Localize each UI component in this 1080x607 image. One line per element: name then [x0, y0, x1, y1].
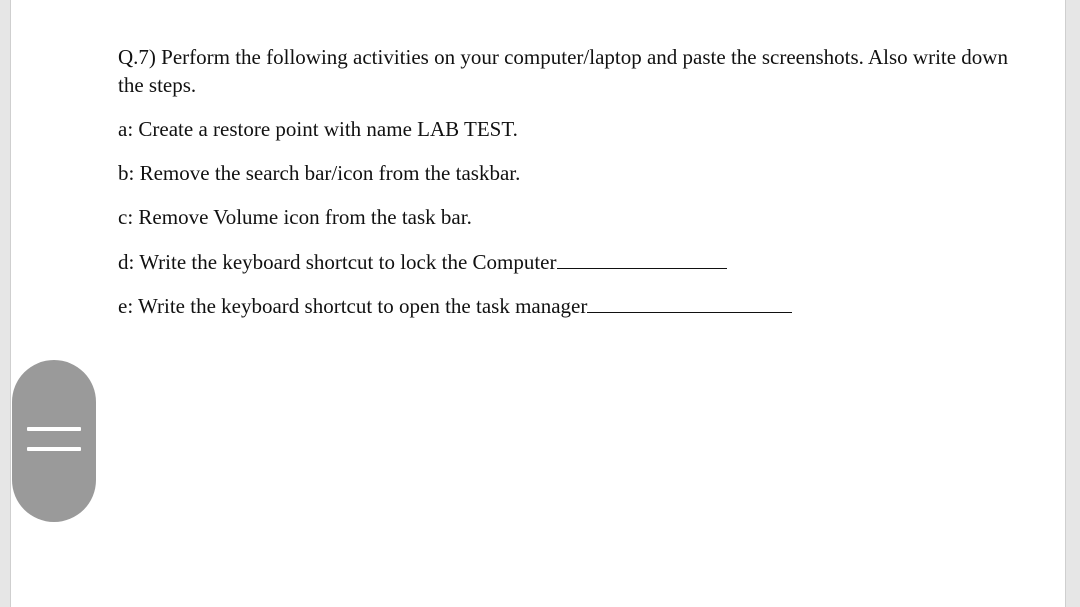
- item-a: [118, 115, 518, 143]
- handle-bar-top: [27, 427, 81, 431]
- item-b-text: b: Remove the search bar/icon from the taskbar.: [118, 161, 521, 185]
- handle-bar-bottom: [27, 447, 81, 451]
- question-title: Q.7) Perform the following activities on your computer/laptop and paste the screenshots. Also write down the steps.: [118, 45, 1008, 97]
- item-a-text: a: Create a restore point with name LAB TEST.: [118, 117, 518, 141]
- drag-handle-icon[interactable]: [12, 360, 96, 522]
- item-d-text: d: Write the keyboard shortcut to lock the Computer: [118, 250, 557, 274]
- item-c: [118, 203, 472, 231]
- answer-blank-e: [587, 294, 792, 313]
- item-e: [118, 292, 792, 320]
- item-d: [118, 248, 727, 276]
- item-b: [118, 159, 520, 187]
- item-c-text: c: Remove Volume icon from the task bar.: [118, 205, 472, 229]
- question-block: [118, 43, 1018, 318]
- item-e-text: e: Write the keyboard shortcut to open the task manager: [118, 294, 588, 318]
- answer-blank-d: [557, 250, 727, 269]
- document-page: [10, 0, 1066, 607]
